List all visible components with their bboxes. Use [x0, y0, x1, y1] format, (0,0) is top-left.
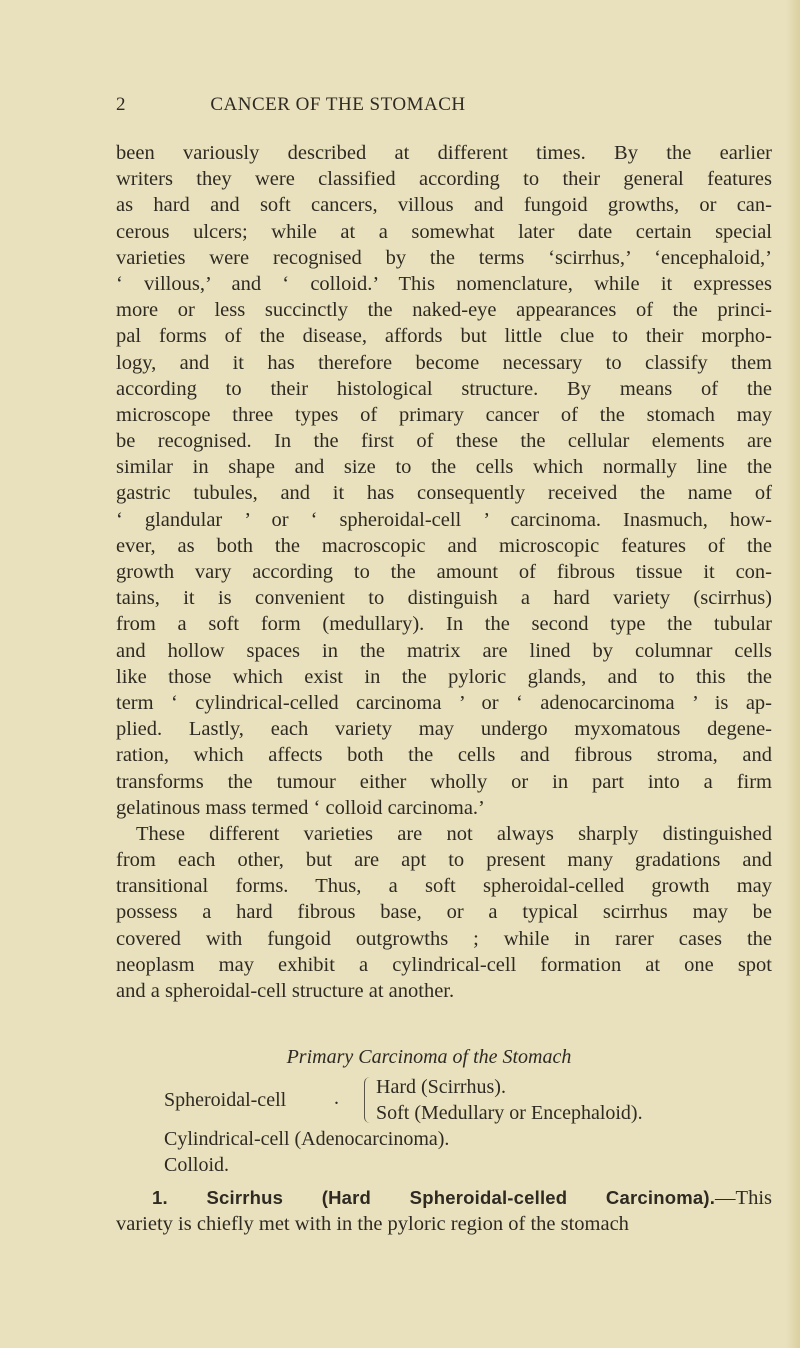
text-line: and a spheroidal-cell structure at another.: [116, 980, 455, 1002]
text-line: from each other, but are apt to present many gradations and: [116, 849, 772, 872]
text-line: microscope three types of primary cancer of the stomach may: [116, 403, 772, 426]
text-line: transitional forms. Thus, a soft spheroidal-celled growth may: [116, 875, 772, 898]
brace-icon: [364, 1077, 370, 1123]
text-line: varieties were recognised by the terms ‘scirrhus,’ ‘encephaloid,’: [116, 246, 772, 269]
page-number: 2: [116, 94, 126, 115]
text-line: cerous ulcers; while at a somewhat later date certain special: [116, 220, 772, 243]
text-line: been variously described at different times. By the earlier: [116, 142, 772, 164]
soft-variety: Soft (Medullary or Encephaloid).: [376, 1102, 643, 1124]
text-line: growth vary according to the amount of fibrous tissue it con-: [116, 561, 772, 583]
text-line: transforms the tumour either wholly or in part into a firm: [116, 770, 772, 793]
text-line: term ‘ cylindrical-celled carcinoma ’ or ‘ adenocarcinoma ’ is ap-: [116, 691, 772, 714]
text-line: possess a hard fibrous base, or a typical scirrhus may be: [116, 901, 772, 924]
text-line: writers they were classified according to their general features: [116, 168, 772, 191]
text-line: from a soft form (medullary). In the second type the tubular: [116, 613, 772, 636]
text-line: as hard and soft cancers, villous and fungoid growths, or can-: [116, 194, 772, 217]
section-heading: 1. Scirrhus (Hard Spheroidal-celled Carcinoma).: [152, 1187, 716, 1208]
text-line: gelatinous mass termed ‘ colloid carcinoma.’: [116, 796, 485, 819]
text-line: like those which exist in the pyloric glands, and to this the: [116, 665, 772, 688]
text-line: neoplasm may exhibit a cylindrical-cell formation at one spot: [116, 953, 772, 976]
text-line: tains, it is convenient to distinguish a hard variety (scirrhus): [116, 587, 772, 610]
section-heading-line: [116, 1185, 772, 1211]
text-line: These different varieties are not always sharply distinguished: [136, 822, 772, 845]
classification-table: [164, 1074, 643, 1178]
section-text-line: variety is chiefly met with in the pyloric region of the stomach: [116, 1213, 629, 1236]
text-line: ‘ villous,’ and ‘ colloid.’ This nomenclature, while it expresses: [116, 272, 772, 295]
hard-variety: Hard (Scirrhus).: [376, 1076, 506, 1098]
spheroidal-cell-label: Spheroidal-cell: [164, 1089, 287, 1111]
text-line: according to their histological structure. By means of the: [116, 377, 772, 400]
leader-dot: .: [334, 1087, 339, 1109]
text-line: similar in shape and size to the cells which normally line the: [116, 456, 772, 479]
section-1: [116, 1185, 772, 1237]
text-line: covered with fungoid outgrowths ; while in rarer cases the: [116, 927, 772, 950]
text-line: pal forms of the disease, affords but little clue to their morpho-: [116, 325, 772, 348]
text-line: be recognised. In the first of these the cellular elements are: [116, 430, 772, 453]
text-line: logy, and it has therefore become necessary to classify them: [116, 351, 772, 374]
section-text-start: —This: [715, 1187, 772, 1209]
text-line: ration, which affects both the cells and fibrous stroma, and: [116, 744, 772, 767]
text-line: gastric tubules, and it has consequently received the name of: [116, 482, 772, 505]
colloid-item: Colloid.: [164, 1154, 230, 1176]
body-text: [116, 140, 772, 1004]
text-line: ever, as both the macroscopic and microscopic features of the: [116, 534, 772, 557]
page-edge: [786, 0, 800, 1348]
running-header: [116, 93, 772, 119]
running-title: CANCER OF THE STOMACH: [210, 94, 466, 115]
text-line: ‘ glandular ’ or ‘ spheroidal-cell ’ carcinoma. Inasmuch, how-: [116, 508, 772, 531]
text-line: plied. Lastly, each variety may undergo myxomatous degene-: [116, 718, 772, 741]
text-line: and hollow spaces in the matrix are lined by columnar cells: [116, 639, 772, 662]
text-line: more or less succinctly the naked-eye appearances of the princi-: [116, 299, 772, 322]
classification-title: Primary Carcinoma of the Stomach: [286, 1046, 572, 1068]
cylindrical-cell-item: Cylindrical-cell (Adenocarcinoma).: [164, 1128, 450, 1150]
